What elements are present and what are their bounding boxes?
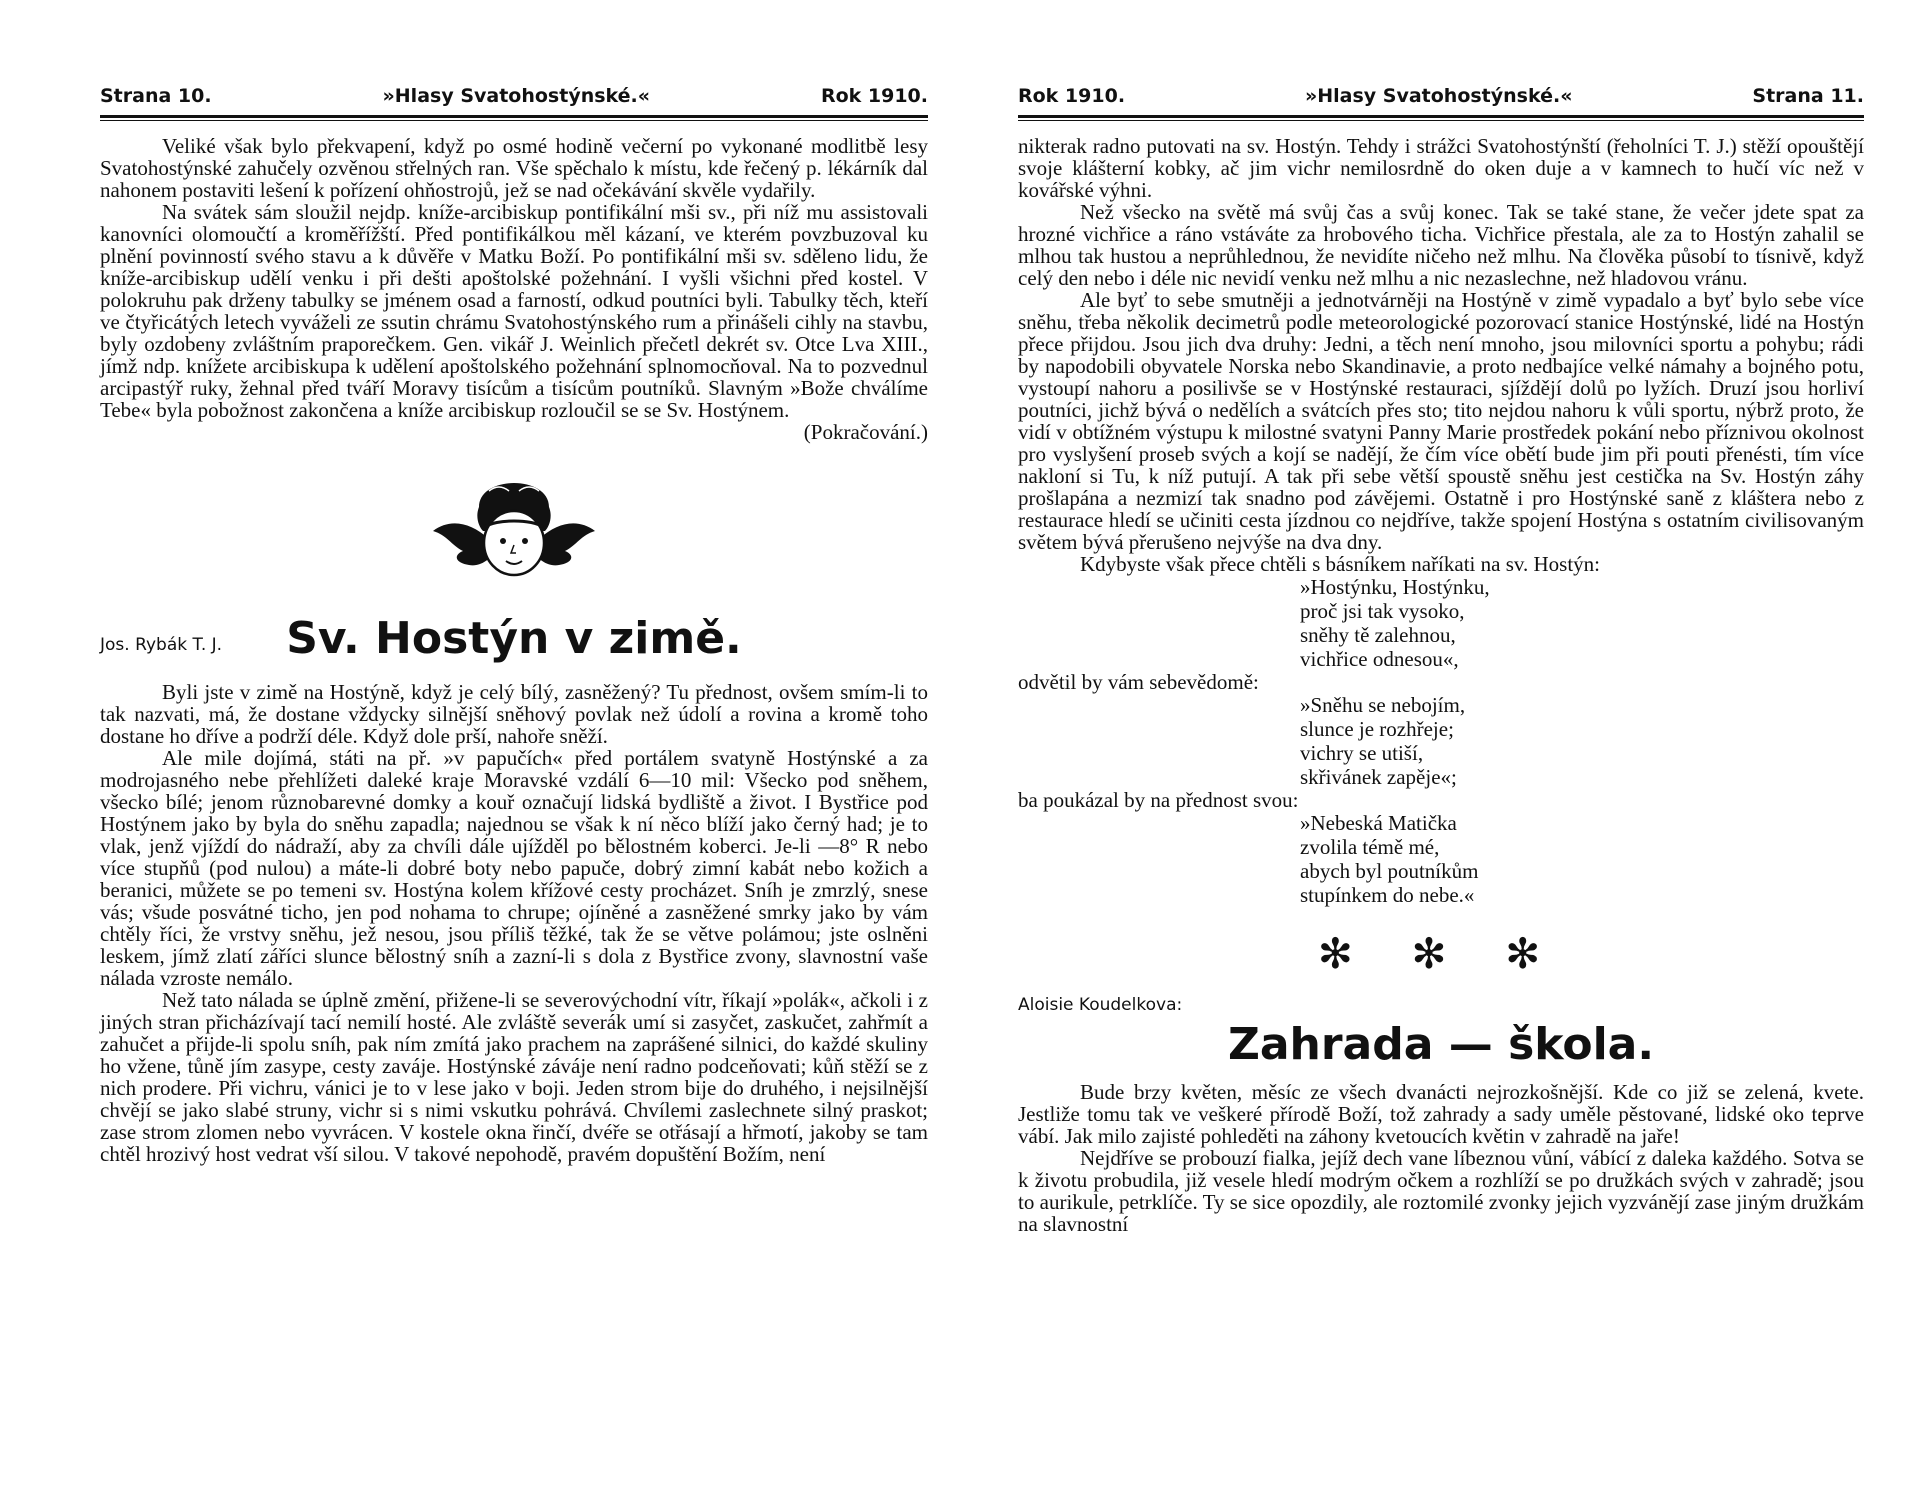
paragraph: Než všecko na světě má svůj čas a svůj konec. Tak se také stane, že večer jdete spat za hrozné vichřice a ráno vstáváte za hrobového ticha. Vichřice přestala, ale za to Hostýn zahalil se mlhou tak hustou a neprůhlednou, že nevidíte ničeho než mlhu. Na člověka působí to tísnivě, když celý den nebo i déle nic nevidí venku než mlhu a nic nezaslechne, než hladovou vránu. [1018,200,1864,290]
verse-line: slunce je rozhřeje; [1300,717,1454,741]
verse-line: »Sněhu se nebojím, [1300,693,1466,717]
right-body [1018,135,1864,575]
left-page [100,85,928,1165]
byline: Aloisie Koudelkova: [1018,995,1183,1015]
paragraph: Nejdříve se probouzí fialka, jejíž dech vane líbeznou vůní, vábící z daleka každého. Sotva se k životu probudila, již vesele hledí modrým očkem a rozhlíží se po družkách svých v zahradě; jsou to aurikule, petrklíče. Ty se sice opozdily, ale roztomilé zvonky jejich vyzvánějí zase jiným družkám na slavnostní [1018,1146,1864,1236]
narration-line [1018,789,1864,811]
cherub-ornament [429,461,599,591]
right-page-header [1018,85,1864,113]
paragraph: Veliké však bylo překvapení, když po osmé hodině večerní po vykonané modlitbě lesy Svatohostýnské zahučely ozvěnou střelných ran. Vše spěchalo k místu, kde řečený p. lékárník dal nahonem postaviti lešení k pořízení ohňostrojů, jež se nad očekávání skvěle vydařily. [100,134,928,202]
verse-line: »Hostýnku, Hostýnku, [1300,575,1490,599]
right-page [1018,85,1864,1235]
verse-line: abych byl poutníkům [1300,859,1479,883]
verse-line: sněhy tě zalehnou, [1300,623,1456,647]
left-page-header [100,85,928,113]
paragraph: ba poukázal by na přednost svou: [1018,788,1299,812]
continued-note: (Pokračování.) [803,420,928,444]
verse-line: vichry se utiší, [1300,741,1424,765]
header-rule [1018,115,1864,118]
year: Rok 1910. [820,85,928,107]
paragraph: Byli jste v zimě na Hostýně, když je celý bílý, zasněžený? Tu přednost, ovšem smím-li to tak nazvati, má, že dostane vždycky silnější sněhový povlak než údolí a rovina a kromě toho dostane ho dříve a podrží déle. Když dole prší, nahoře sněží. [100,680,928,748]
paragraph: nikterak radno putovati na sv. Hostýn. Tehdy i strážci Svatohostýnští (řeholníci T. J.) stěží opouštějí svoje klášterní kobky, ač jim vichr nemilosrdně do oken duje a v kamnech to hučí víc než v kovářské výhni. [1018,134,1864,202]
poem-verse [1300,575,1864,671]
left-intro [100,135,928,421]
poem-verse [1300,693,1864,789]
header-rule-thin [100,120,928,121]
paragraph: Ale mile dojímá, státi na př. »v papučích« před portálem svatyně Hostýnské a za modrojasného nebe přehlížeti daleké kraje Moravské vzdálí 6—10 mil: Všecko pod sněhem, všecko bílé; jenom různobarevné domky a kouř označují lidská bydliště a život. I Bystřice pod Hostýnem jako by byla do sněhu zapadla; najednou se však k ní něco blíží jako černý had; je to vlak, jenž vjíždí do nádraží, aby za chvíli dále ujížděl po bělostném koberci. Je-li —8° R nebo více stupňů (pod nulou) a máte-li dobré boty nebo papuče, dobrý zimní kabát nebo kožich a beranici, můžete se po temeni sv. Hostýna kolem křížové cesty procházet. Sníh je zmrzlý, snese vás; všude posvátné ticho, jen pod nohama to chrupe; ojíněné a zasněžené smrky jako by vám chtěly říci, že vrstvy sněhu, jež nesou, jsou příliš těžké, tak že se větve polámou; jste oslněni leskem, jímž zlatí záříci slunce bělostný sníh a zazní-li s dola z Bystřice zvony, slavnostní vaše nálada vzroste nemálo. [100,746,928,990]
page-number: Strana 11. [1752,85,1864,107]
article-title: Zahrada — škola. [1227,1019,1655,1070]
verse-line: »Nebeská Matička [1300,811,1457,835]
year: Rok 1910. [1018,85,1126,107]
verse-line: vichřice odnesou«, [1300,647,1459,671]
section-divider-stars: ✻ ✻ ✻ [1317,932,1565,978]
paragraph: odvětil by vám sebevědomě: [1018,670,1259,694]
article-title: Sv. Hostýn v zimě. [286,613,742,664]
header-rule [100,115,928,118]
verse-line: proč jsi tak vysoko, [1300,599,1465,623]
verse-line: zvolila témě mé, [1300,835,1440,859]
page-number: Strana 10. [100,85,212,107]
byline: Jos. Rybák T. J. [100,635,223,655]
verse-line: skřivánek zapěje«; [1300,765,1457,789]
journal-title: »Hlasy Svatohostýnské.« [382,85,651,107]
paragraph: Než tato nálada se úplně změní, přižene-li se severovýchodní vítr, říkají »polák«, ačkoli i z jiných stran přicházívají tací nemilí hosté. Ale zvláště severák umí si zasyčet, zaskučet, zahřmít a zahučet a přijde-li spolu sníh, pak ním zmítá jako prachem na zaprášené silnici, do každé skuliny ho vžene, tůně jím zasype, cesty zaváje. Hostýnské záváje není radno podceňovati; kůň stěží se z nich prodere. Při vichru, vánici je to v lese jako v boji. Jeden strom bije do druhého, i nejsilnější chvějí se jako slabé struny, vichr si s nimi vskutku pohrává. Chvílemi zaslechnete silný praskot; zase strom zlomen nebo vyvrácen. V kostele okna řinčí, dvéře se otřásají a hřmotí, jakoby se tam chtěl hrozivý host vedrat vší silou. V takové nepohodě, pravém dopuštění Božím, není [100,988,928,1166]
article-header [100,595,928,675]
article-body [100,681,928,1165]
article-body [1018,1081,1864,1235]
paragraph: Kdybyste však přece chtěli s básníkem naříkati na sv. Hostýn: [1080,552,1601,576]
header-rule-thin [1018,120,1864,121]
paragraph: Na svátek sám sloužil nejdp. kníže-arcibiskup pontifikální mši sv., při níž mu assistovali kanovníci olomoučtí a kroměřížští. Před pontifikálkou měl kázaní, ve kterém povzbuzoval ku plnění povinností svého stavu a k důvěře v Matku Boží. Po pontifikální mši sv. sděleno lidu, že kníže-arcibiskup udělí venku i při dešti apoštolské požehnání. I vyšli všichni před kostel. V polokruhu pak drženy tabulky se jménem osad a farností, odkud poutníci byli. Tabulky těch, kteří ve čtyřicátých letech vyváželi ze ssutin chrámu Svatohostýnského rum a přinášeli cihly na stavbu, byly ozdobeny zvláštním praporečkem. Gen. vikář J. Weinlich přečetl dekrét sv. Otce Lva XIII., jímž ndp. knížete arcibiskupa k udělení apoštolského požehnání splnomocňoval. Na to pozvednul arcipastýř ruky, žehnal před tváří Moravy tisícům a tisícům poutníků. Slavným »Bože chválíme Tebe« byla pobožnost zakončena a kníže arcibiskup rozloučil se se Sv. Hostýnem. [100,200,928,422]
paragraph: Bude brzy květen, měsíc ze všech dvanácti nejrozkošnější. Kde co již se zelená, kvete. Jestliže tomu tak ve veškeré přírodě Boží, tož zahrady a sady uměle pěstované, lidské oko teprve vábí. Jak milo zajisté pohleděti na záhony kvetoucích květin v zahradě na jaře! [1018,1080,1864,1148]
paragraph: Ale byť to sebe smutněji a jednotvárněji na Hostýně v zimě vypadalo a byť bylo sebe více sněhu, třeba několik decimetrů podle meteorologické pozorovací stanice Hostýnské, lidé na Hostýn přece přijdou. Jsou jich dva druhy: Jedni, a těch není mnoho, jsou milovníci sportu a pohybu; rádi by napodobili obyvatele Norska nebo Skandinavie, a proto nedbajíce velké námahy a bojného potu, vystoupí nahoru a posilivše se v Hostýnské restauraci, sjíždějí dolů po lyžích. Druzí jsou horliví poutníci, jichž bývá o nedělích a svátcích přes sto; tito nejdou nahoru k vůli sportu, nýbrž proto, že vidí v obtížném výstupu k milostné svatyni Panny Marie prostředek pokání nebo příznivou okolnost pro vyslyšení proseb svých a kojí se nadějí, že čím více obětí bude jim při pouti přenésti, tím více nakloní si Tu, k níž putují. A tak při sebe větší spoustě sněhu jest cestička na Sv. Hostýn záhy prošlapána a nezmizí tak snadno pod závějemi. Ostatně i pro Hostýnské saně z kláštera nebo z restaurace hledí se učiniti cesta jízdnou co nejdříve, takže spojení Hostýna s ostatním civilisovaným světem bývá přerušeno nejvýše na dva dny. [1018,288,1864,554]
verse-line: stupínkem do nebe.« [1300,883,1475,907]
poem-verse [1300,811,1864,907]
journal-title: »Hlasy Svatohostýnské.« [1304,85,1573,107]
narration-line [1018,671,1864,693]
